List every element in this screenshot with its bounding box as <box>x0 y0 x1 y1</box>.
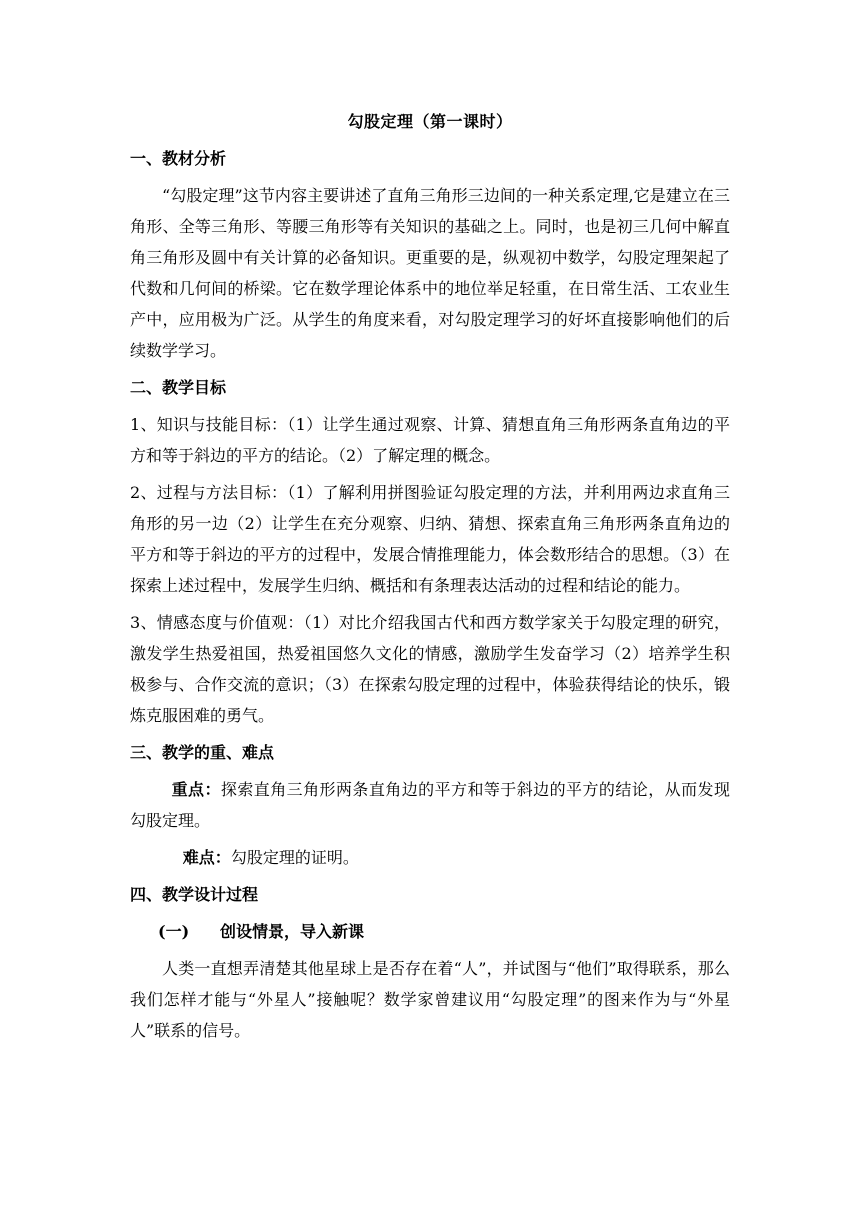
subsection-heading-intro <box>158 916 730 947</box>
difficult-point-label: 难点： <box>182 848 231 867</box>
document-title: 勾股定理（第一课时） <box>347 112 513 131</box>
paragraph-textbook-analysis: “勾股定理”这节内容主要讲述了直角三角形三边间的一种关系定理,它是建立在三角形、全等三角形、等腰三角形等有关知识的基础之上。同时，也是初三几何中解直角三角形及圆中有关计算的必备知识。更重要的是，纵观初中数学，勾股定理架起了代数和几何间的桥梁。它在数学理论体系中的地位举足轻重，在日常生活、工农业生产中，应用极为广泛。从学生的角度来看，对勾股定理学习的好坏直接影响他们的后续数学学习。 <box>130 186 730 360</box>
section-heading-key-points: 三、教学的重、难点 <box>130 743 275 762</box>
subsection-number: (一) <box>158 922 190 941</box>
paragraph-intro-story: 人类一直想弄清楚其他星球上是否存在着“人”，并试图与“他们”取得联系，那么我们怎样才能与“外星人”接触呢？数学家曾建议用“勾股定理”的图来作为与“外星人”联系的信号。 <box>130 959 730 1040</box>
paragraph-knowledge-goal: 1、知识与技能目标：（1）让学生通过观察、计算、猜想直角三角形两条直角边的平方和等于斜边的平方的结论。（2）了解定理的概念。 <box>130 415 730 465</box>
paragraph-process-goal: 2、过程与方法目标：（1）了解利用拼图验证勾股定理的方法，并利用两边求直角三角形的另一边（2）让学生在充分观察、归纳、猜想、探索直角三角形两条直角边的平方和等于斜边的平方的过程中，发展合情推理能力，体会数形结合的思想。（3）在探索上述过程中，发展学生归纳、概括和有条理表达活动的过程和结论的能力。 <box>130 483 730 595</box>
key-point-text: 探索直角三角形两条直角边的平方和等于斜边的平方的结论，从而发现勾股定理。 <box>130 780 730 830</box>
paragraph-key-point <box>130 774 730 836</box>
difficult-point-text: 勾股定理的证明。 <box>230 848 359 867</box>
section-heading-design-process: 四、教学设计过程 <box>130 885 259 904</box>
key-point-label: 重点： <box>171 780 221 799</box>
subsection-title: 创设情景，导入新课 <box>220 922 365 941</box>
paragraph-attitude-goal: 3、情感态度与价值观：（1）对比介绍我国古代和西方数学家关于勾股定理的研究，激发学生热爱祖国，热爱祖国悠久文化的情感，激励学生发奋学习（2）培养学生积极参与、合作交流的意识；（3）在探索勾股定理的过程中，体验获得结论的快乐，锻炼克服困难的勇气。 <box>130 613 730 725</box>
section-heading-teaching-goals: 二、教学目标 <box>130 378 227 397</box>
document-body <box>130 106 730 1052</box>
paragraph-difficult-point <box>130 842 730 873</box>
section-heading-textbook-analysis: 一、教材分析 <box>130 149 227 168</box>
